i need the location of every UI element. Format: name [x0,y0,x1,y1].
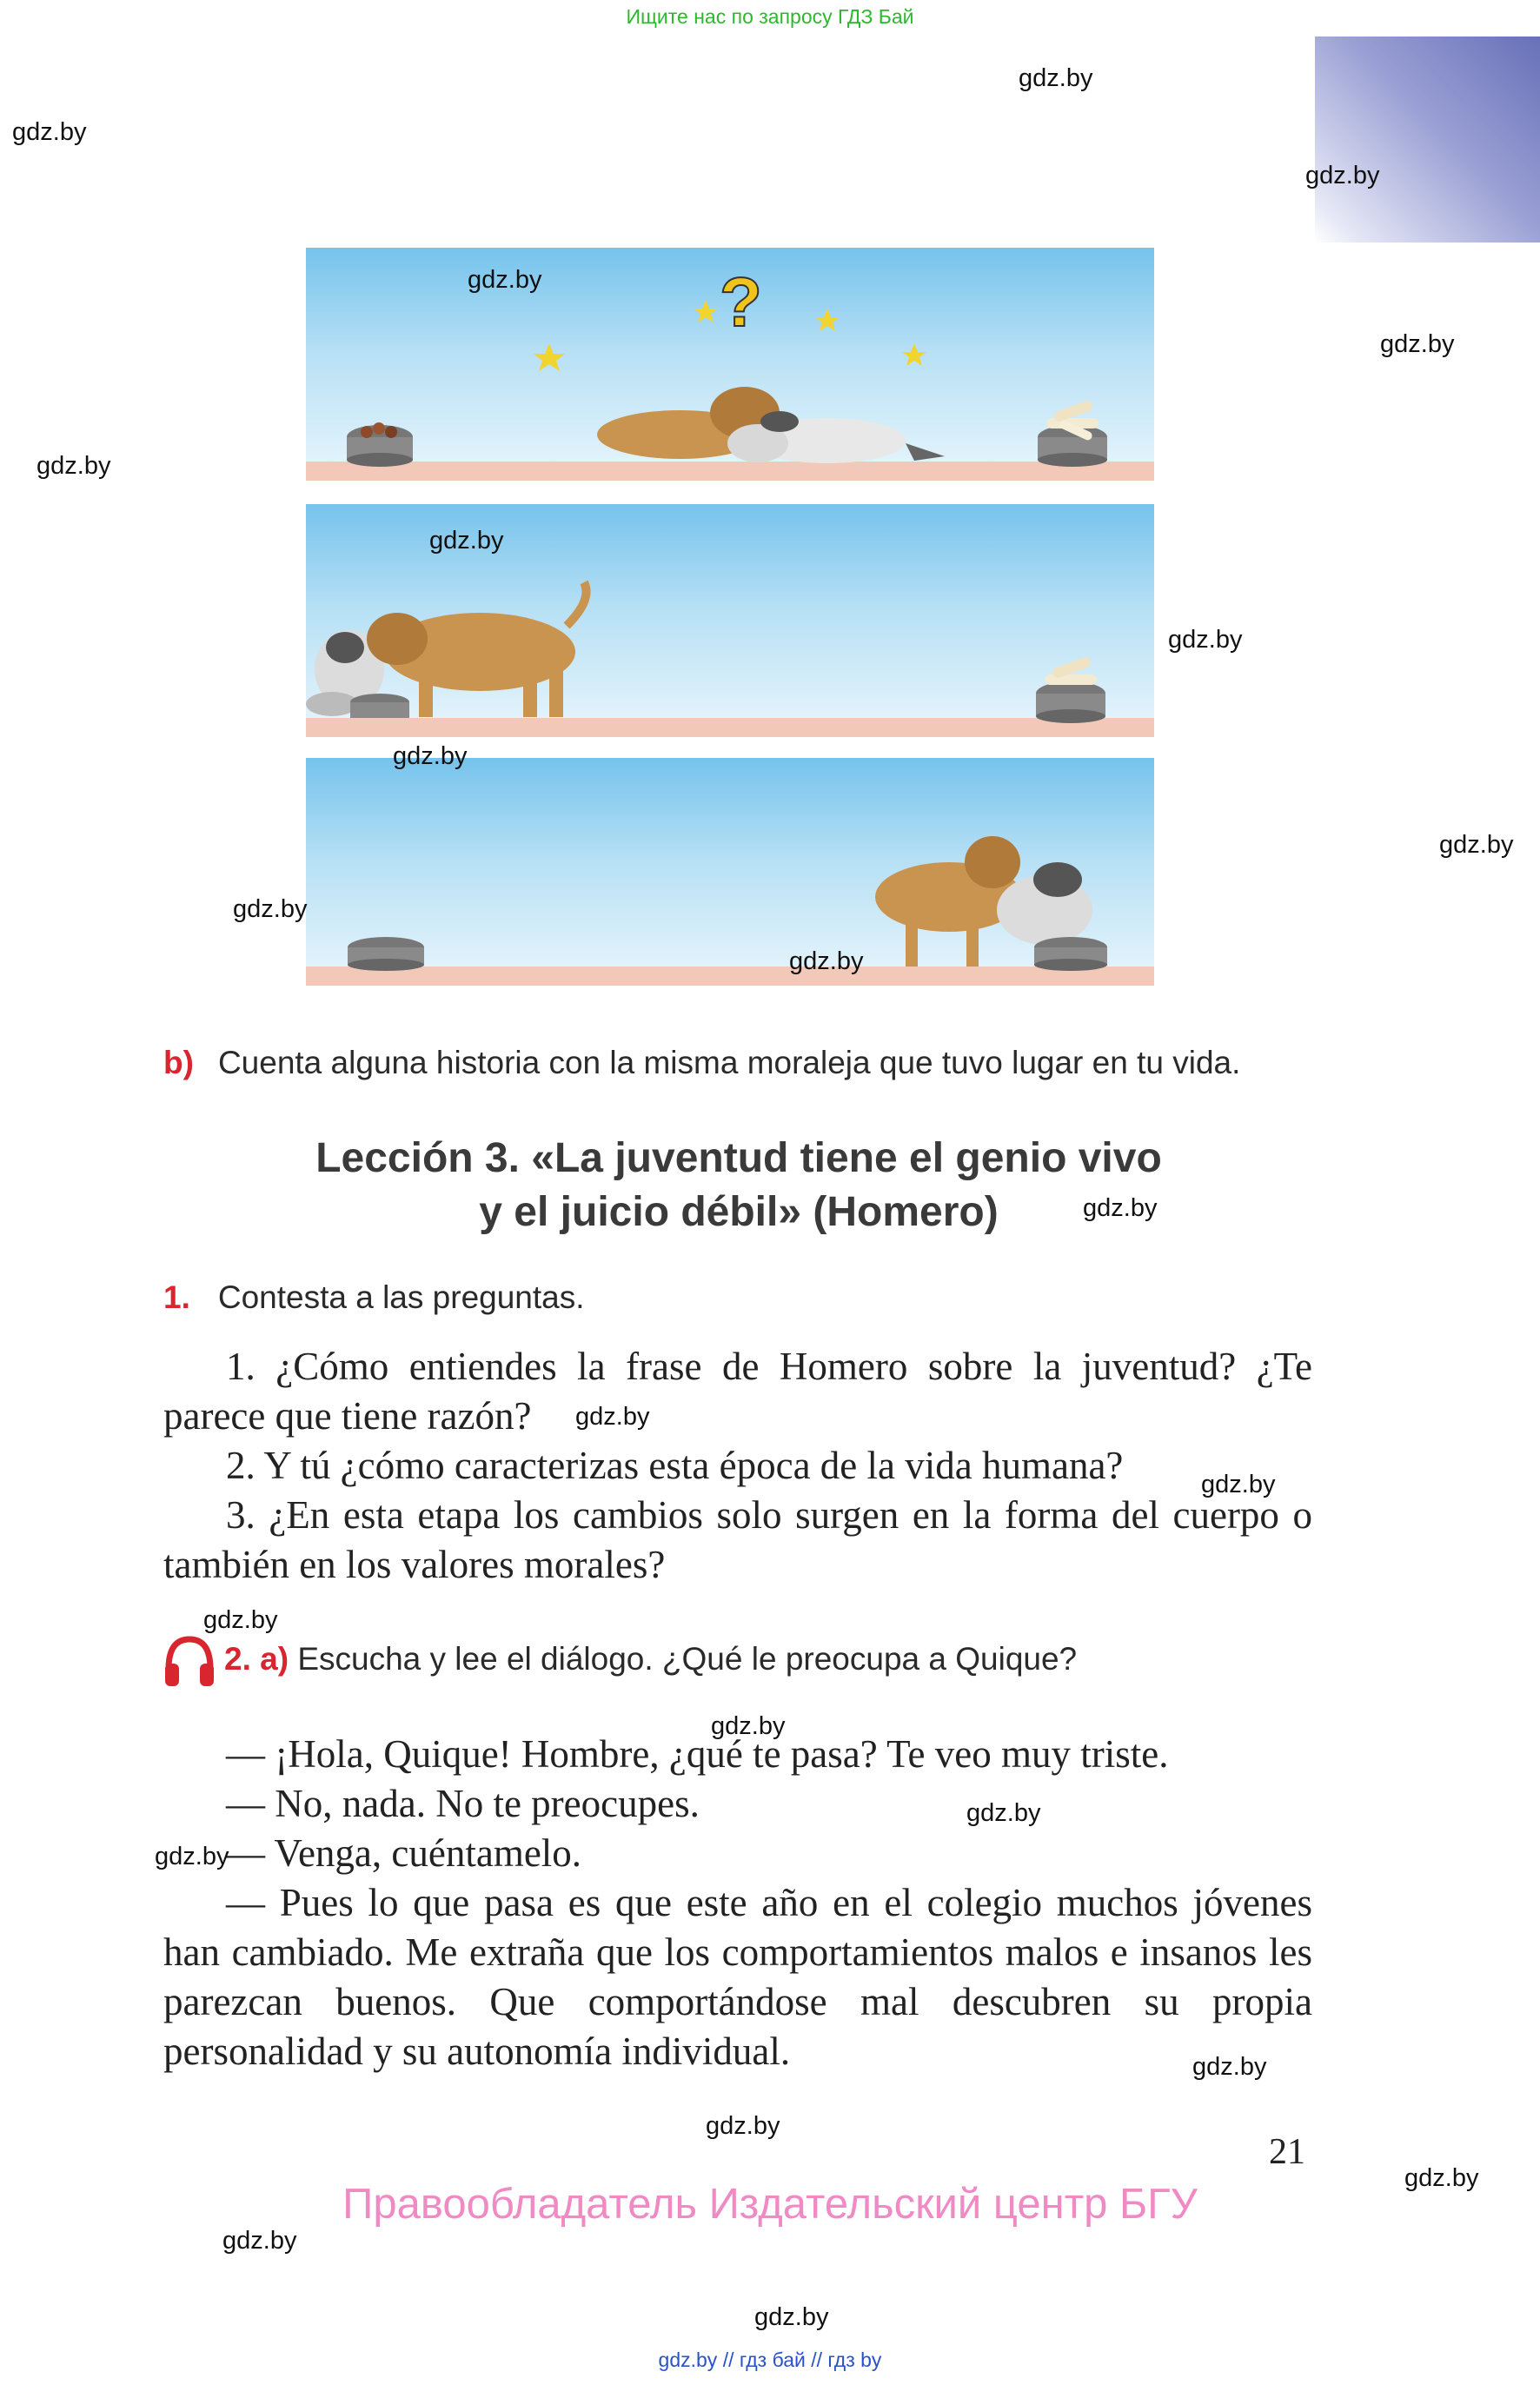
task-b [163,1045,1240,1081]
task-1-heading [163,1279,585,1316]
star-icon [534,343,565,371]
watermark: gdz.by [1083,1194,1158,1222]
food-bowl-kibble [347,422,413,467]
watermark: gdz.by [754,2303,829,2331]
page-number: 21 [1269,2132,1305,2172]
star-icon [815,309,840,331]
task-2-instruction: Escucha y lee el diálogo. ¿Qué le preocupa a Quique? [297,1641,1078,1677]
task-b-label: b) [163,1045,194,1080]
lesson-title-line1: Lección 3. «La juventud tiene el genio vivo [315,1135,1162,1181]
watermark: gdz.by [222,2227,297,2255]
rights-holder-text: Правообладатель Издательский центр БГУ [342,2181,1198,2228]
empty-bowl-left [348,937,424,971]
watermark: gdz.by [1404,2164,1479,2192]
watermark: gdz.by [429,527,504,555]
watermark: gdz.by [1201,1471,1276,1498]
lesson-title-line2: y el juicio débil» (Homero) [479,1189,999,1235]
food-bowl-bones [1038,399,1107,467]
food-bowl-bones [1036,655,1105,723]
watermark: gdz.by [1192,2053,1267,2081]
task-2-number: 2. a) [224,1641,289,1677]
dialogue-line-2: — No, nada. No te preocupes. [226,1782,700,1825]
dialogue-line-3: — Venga, cuéntamelo. [226,1831,582,1875]
watermark: gdz.by [789,947,864,975]
footer-links[interactable]: gdz.by // гдз бай // гдз by [658,2348,882,2371]
watermark: gdz.by [966,1799,1041,1827]
task-1-number: 1. [163,1279,190,1315]
watermark: gdz.by [1305,162,1380,189]
question-1: 1. ¿Cómo entiendes la frase de Homero sobre la juventud? ¿Te parece que tiene razón? [163,1345,1312,1438]
star-icon [694,300,718,322]
watermark: gdz.by [575,1403,650,1431]
food-bowl-left [350,694,409,718]
watermark: gdz.by [1168,626,1243,654]
bowl-right [1034,937,1107,971]
watermark: gdz.by [1380,330,1455,358]
question-3: 3. ¿En esta etapa los cambios solo surgen en la forma del cuerpo o también en los valores morales? [163,1493,1312,1586]
panel-1-drawing [306,248,1154,481]
task-1-instruction: Contesta a las preguntas. [217,1279,585,1315]
headphones-icon[interactable] [162,1634,217,1688]
watermark: gdz.by [37,452,111,480]
illustration-panel-1 [306,248,1154,481]
task-2-heading [224,1641,1077,1677]
dialogue-line-4: — Pues lo que pasa es que este año en el colegio muchos jóvenes han cambiado. Me extraña que los comportamientos malos e insanos les parezcan buenos. Que comportándose mal descubren su propia personalidad y su autonomía individual. [163,1881,1312,2073]
dialogue-line-1: — ¡Hola, Quique! Hombre, ¿qué te pasa? Te veo muy triste. [226,1732,1169,1776]
watermark: gdz.by [155,1843,229,1870]
watermark: gdz.by [203,1606,278,1634]
watermark: gdz.by [468,266,542,294]
watermark: gdz.by [12,118,87,146]
illustration-panel-3 [306,758,1154,986]
watermark: gdz.by [711,1712,786,1740]
top-search-banner[interactable]: Ищите нас по запросу ГДЗ Бай [626,5,914,28]
panel-3-drawing [306,758,1154,986]
watermark: gdz.by [393,742,468,770]
watermark: gdz.by [1439,831,1514,859]
question-2: 2. Y tú ¿cómo caracterizas esta época de la vida humana? [226,1444,1124,1487]
watermark: gdz.by [706,2112,780,2140]
watermark: gdz.by [233,895,308,923]
corner-tab [1315,37,1540,242]
watermark: gdz.by [1019,64,1093,92]
task-b-text: Cuenta alguna historia con la misma moraleja que tuvo lugar en tu vida. [217,1045,1241,1080]
fighting-dogs [597,387,945,463]
star-icon [902,343,926,366]
question-mark: ? [720,263,762,341]
